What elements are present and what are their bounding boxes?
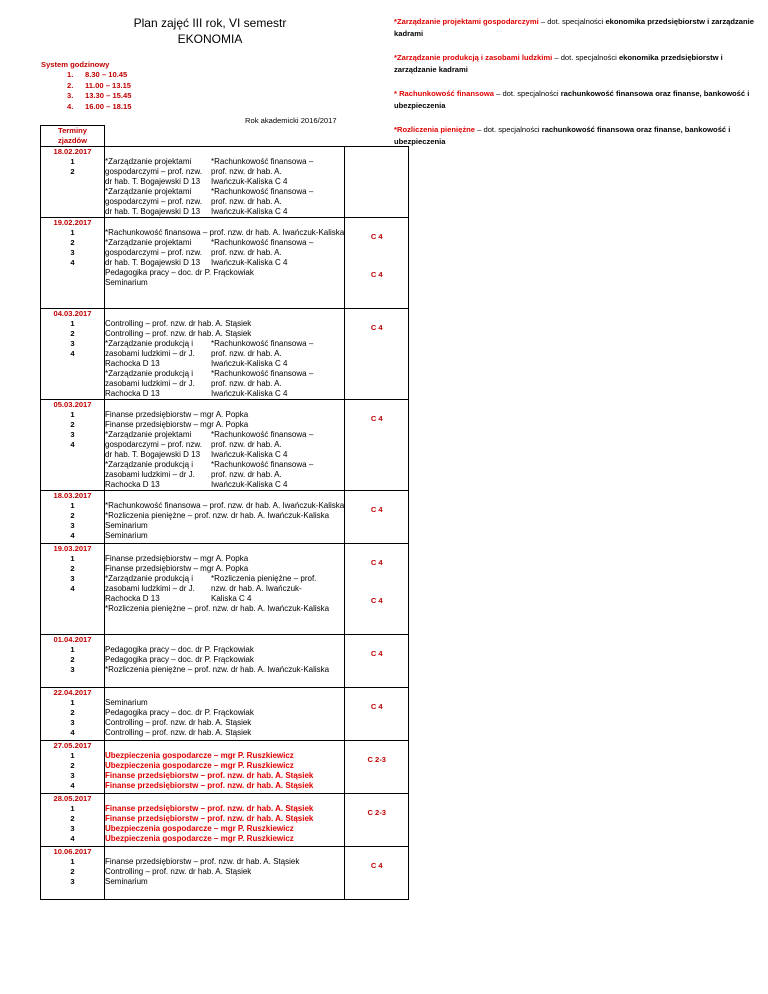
specialization-note-1 (394, 16, 764, 40)
class-line: Finanse przedsiębiorstw – prof. nzw. dr hab. A. Stąsiek (105, 781, 314, 790)
classes-cell (105, 147, 345, 218)
class-line: Pedagogika pracy – doc. dr P. Frąckowiak (105, 708, 254, 717)
class-line: Finanse przedsiębiorstw – mgr A. Popka (105, 554, 249, 563)
day-row (41, 309, 409, 400)
date-cell (41, 147, 105, 218)
day-row (41, 741, 409, 794)
slot-number: 2 (70, 329, 75, 338)
slot-number: 2 (70, 814, 75, 823)
slot-number: 2 (70, 708, 75, 717)
slot-number: 1 (70, 228, 75, 237)
date: 28.05.2017 (53, 794, 92, 803)
class-line: *Rozliczenia pieniężne – prof. nzw. dr hab. A. Iwańczuk-Kaliska (105, 665, 330, 674)
class-line: Pedagogika pracy – doc. dr P. Frąckowiak (105, 268, 254, 277)
date: 01.04.2017 (53, 635, 92, 644)
room-cell (345, 847, 409, 900)
class-line: *Rachunkowość finansowa – prof. nzw. dr hab. A. Iwańczuk-Kaliska (105, 228, 345, 237)
academic-year: Rok akademicki 2016/2017 (245, 116, 337, 125)
slot-number: 1 (70, 319, 75, 328)
day-row (41, 544, 409, 635)
slot-number: 1 (70, 645, 75, 654)
room: C 4 (370, 232, 383, 241)
slot-number: 3 (70, 339, 75, 348)
date-cell (41, 688, 105, 741)
slot-number: 3 (70, 771, 75, 780)
class-line: Ubezpieczenia gospodarcze – mgr P. Ruszkiewicz (105, 834, 294, 843)
room: C 2-3 (367, 808, 387, 817)
slot-number: 4 (70, 440, 75, 449)
class-line: Pedagogika pracy – doc. dr P. Frąckowiak (105, 645, 254, 654)
parallel-classes: *Zarządzanie projektami gospodarczymi – prof. nzw. dr hab. T. Bogajewski D 13 *Rachunkowość finansowa – prof. nzw. dr hab. A. Iwańczuk-Kaliska C 4 (105, 238, 314, 267)
class-line: Seminarium (105, 531, 148, 540)
day-row (41, 218, 409, 309)
day-row (41, 147, 409, 218)
room: C 4 (370, 861, 383, 870)
room-cell (345, 147, 409, 218)
classes-cell (105, 847, 345, 900)
class-line: *Rozliczenia pieniężne – prof. nzw. dr hab. A. Iwańczuk-Kaliska (105, 511, 330, 520)
note-text: – dot. specjalności (494, 89, 561, 98)
date-cell (41, 635, 105, 688)
slot-number: 4 (70, 834, 75, 843)
slot-number: 1 (70, 751, 75, 760)
slot-number: 3 (70, 877, 75, 886)
room: C 2-3 (367, 755, 387, 764)
hour-slot: 2. 11.00 – 13.15 (67, 80, 132, 90)
slot-number: 3 (70, 521, 75, 530)
classes-cell (105, 688, 345, 741)
date-cell (41, 309, 105, 400)
classes-cell (105, 544, 345, 635)
room: C 4 (370, 505, 383, 514)
classes-cell (105, 400, 345, 491)
schedule-table (40, 125, 409, 900)
hour-slot: 4. 16.00 – 18.15 (67, 101, 132, 111)
slot-number: 1 (70, 157, 75, 166)
page-title (100, 15, 320, 47)
room: C 4 (370, 558, 383, 567)
specialization-note-3 (394, 88, 764, 112)
day-row (41, 400, 409, 491)
class-line: Seminarium (105, 698, 148, 707)
date: 22.04.2017 (53, 688, 92, 697)
classes-cell (105, 635, 345, 688)
room-cell (345, 741, 409, 794)
class-line: Seminarium (105, 521, 148, 530)
class-line: Controlling – prof. nzw. dr hab. A. Stąsiek (105, 319, 252, 328)
parallel-classes: *Zarządzanie produkcją i zasobami ludzkimi – dr J. Rachocka D 13 *Rachunkowość finansowa – prof. nzw. dr hab. A. Iwańczuk-Kaliska C 4 (105, 339, 314, 368)
hour-system-title: System godzinowy (41, 60, 110, 69)
class-line: Finanse przedsiębiorstw – prof. nzw. dr hab. A. Stąsiek (105, 857, 300, 866)
class-line: Finanse przedsiębiorstw – mgr A. Popka (105, 410, 249, 419)
room-cell (345, 635, 409, 688)
day-row (41, 491, 409, 544)
class-line: Seminarium (105, 278, 148, 287)
slot-number: 1 (70, 857, 75, 866)
date-cell (41, 218, 105, 309)
parallel-classes: *Zarządzanie projektami gospodarczymi – prof. nzw. dr hab. T. Bogajewski D 13 *Rachunkowość finansowa – prof. nzw. dr hab. A. Iwańczuk-Kaliska C 4 (105, 187, 314, 216)
slot-number: 2 (70, 167, 75, 176)
date: 19.03.2017 (53, 544, 92, 553)
slot-number: 4 (70, 781, 75, 790)
class-line: Finanse przedsiębiorstw – mgr A. Popka (105, 420, 249, 429)
room: C 4 (370, 323, 383, 332)
room-cell (345, 400, 409, 491)
class-line: Controlling – prof. nzw. dr hab. A. Stąsiek (105, 718, 252, 727)
room: C 4 (370, 596, 383, 605)
note-course: *Rozliczenia pieniężne (394, 125, 476, 134)
class-line: Controlling – prof. nzw. dr hab. A. Stąsiek (105, 867, 252, 876)
hour-system (41, 60, 131, 112)
date-cell (41, 794, 105, 847)
date: 10.06.2017 (53, 847, 92, 856)
slot-number: 1 (70, 554, 75, 563)
date: 18.02.2017 (53, 147, 92, 156)
slot-number: 1 (70, 501, 75, 510)
classes-cell (105, 794, 345, 847)
class-line: Finanse przedsiębiorstw – prof. nzw. dr hab. A. Stąsiek (105, 804, 314, 813)
room: C 4 (370, 414, 383, 423)
slot-number: 3 (70, 430, 75, 439)
specialization-note-2 (394, 52, 764, 76)
date-cell (41, 400, 105, 491)
classes-cell (105, 491, 345, 544)
note-specialization: rachunkowość finansowa oraz finanse, bankowość i ubezpieczenia (394, 125, 731, 146)
title-line-1: Plan zajęć III rok, VI semestr (133, 16, 287, 30)
day-row (41, 794, 409, 847)
specialization-note-4 (394, 124, 764, 148)
date: 18.03.2017 (53, 491, 92, 500)
room-cell (345, 544, 409, 635)
slot-number: 4 (70, 531, 75, 540)
slot-number: 3 (70, 824, 75, 833)
parallel-classes: *Zarządzanie produkcją i zasobami ludzkimi – dr J. Rachocka D 13 *Rachunkowość finansowa – prof. nzw. dr hab. A. Iwańczuk-Kaliska C 4 (105, 369, 314, 398)
class-line: Finanse przedsiębiorstw – prof. nzw. dr hab. A. Stąsiek (105, 771, 314, 780)
note-specialization: ekonomika przedsiębiorstw i zarządzanie kadrami (394, 17, 754, 38)
day-row (41, 635, 409, 688)
room-cell (345, 309, 409, 400)
room: C 4 (370, 702, 383, 711)
room-cell (345, 794, 409, 847)
slot-number: 2 (70, 238, 75, 247)
date: 27.05.2017 (53, 741, 92, 750)
slot-number: 4 (70, 258, 75, 267)
slot-number: 1 (70, 410, 75, 419)
date-cell (41, 847, 105, 900)
note-specialization: rachunkowość finansowa oraz finanse, bankowość i ubezpieczenia (394, 89, 750, 110)
date-cell (41, 741, 105, 794)
hour-slot: 3. 13.30 – 15.45 (67, 91, 132, 101)
date: 05.03.2017 (53, 400, 92, 409)
day-row (41, 688, 409, 741)
note-course: * Rachunkowość finansowa (394, 89, 495, 98)
class-line: Finanse przedsiębiorstw – prof. nzw. dr hab. A. Stąsiek (105, 814, 314, 823)
slot-number: 3 (70, 574, 75, 583)
class-line: Ubezpieczenia gospodarcze – mgr P. Ruszkiewicz (105, 751, 294, 760)
class-line: Controlling – prof. nzw. dr hab. A. Stąsiek (105, 728, 252, 737)
parallel-classes: *Zarządzanie produkcją i zasobami ludzkimi – dr J. Rachocka D 13 *Rozliczenia pieniężne – prof. nzw. dr hab. A. Iwańczuk-Kaliska C 4 (105, 574, 317, 603)
room-cell (345, 491, 409, 544)
parallel-classes: *Zarządzanie produkcją i zasobami ludzkimi – dr J. Rachocka D 13 *Rachunkowość finansowa – prof. nzw. dr hab. A. Iwańczuk-Kaliska C 4 (105, 460, 314, 489)
class-line: Seminarium (105, 877, 148, 886)
note-course: *Zarządzanie produkcją i zasobami ludzkimi (394, 53, 553, 62)
slot-number: 2 (70, 867, 75, 876)
parallel-classes: *Zarządzanie projektami gospodarczymi – prof. nzw. dr hab. T. Bogajewski D 13 *Rachunkowość finansowa – prof. nzw. dr hab. A. Iwańczuk-Kaliska C 4 (105, 430, 314, 459)
classes-cell (105, 309, 345, 400)
slot-number: 4 (70, 584, 75, 593)
slot-number: 1 (70, 804, 75, 813)
slot-number: 3 (70, 248, 75, 257)
note-course: *Zarządzanie projektami gospodarczymi (394, 17, 539, 26)
slot-number: 2 (70, 655, 75, 664)
class-line: Ubezpieczenia gospodarcze – mgr P. Ruszkiewicz (105, 761, 294, 770)
parallel-classes: *Zarządzanie projektami gospodarczymi – prof. nzw. dr hab. T. Bogajewski D 13 *Rachunkowość finansowa – prof. nzw. dr hab. A. Iwańczuk-Kaliska C 4 (105, 157, 314, 186)
note-text: – dot. specjalności (552, 53, 619, 62)
slot-number: 1 (70, 698, 75, 707)
class-line: Pedagogika pracy – doc. dr P. Frąckowiak (105, 655, 254, 664)
slot-number: 4 (70, 349, 75, 358)
class-line: *Rozliczenia pieniężne – prof. nzw. dr hab. A. Iwańczuk-Kaliska (105, 604, 330, 613)
slot-number: 3 (70, 665, 75, 674)
class-line: Finanse przedsiębiorstw – mgr A. Popka (105, 564, 249, 573)
hour-slot: 1. 8.30 – 10.45 (67, 70, 128, 80)
date-cell (41, 491, 105, 544)
slot-number: 2 (70, 511, 75, 520)
slot-number: 3 (70, 718, 75, 727)
date: 04.03.2017 (53, 309, 92, 318)
slot-number: 4 (70, 728, 75, 737)
room-cell (345, 218, 409, 309)
classes-cell (105, 218, 345, 309)
date: 19.02.2017 (53, 218, 92, 227)
title-line-2: EKONOMIA (177, 32, 243, 46)
room: C 4 (370, 270, 383, 279)
slot-number: 2 (70, 420, 75, 429)
class-line: Controlling – prof. nzw. dr hab. A. Stąsiek (105, 329, 252, 338)
classes-cell (105, 741, 345, 794)
room-cell (345, 688, 409, 741)
day-row (41, 847, 409, 900)
date-cell (41, 544, 105, 635)
note-text: – dot. specjalności (475, 125, 542, 134)
slot-number: 2 (70, 564, 75, 573)
note-specialization: ekonomika przedsiębiorstw i zarządzanie kadrami (394, 53, 723, 74)
class-line: *Rachunkowość finansowa – prof. nzw. dr hab. A. Iwańczuk-Kaliska (105, 501, 345, 510)
note-text: – dot. specjalności (538, 17, 606, 26)
slot-number: 2 (70, 761, 75, 770)
header-terms: Terminy zjazdów (41, 126, 105, 147)
room: C 4 (370, 649, 383, 658)
class-line: Ubezpieczenia gospodarcze – mgr P. Ruszkiewicz (105, 824, 294, 833)
